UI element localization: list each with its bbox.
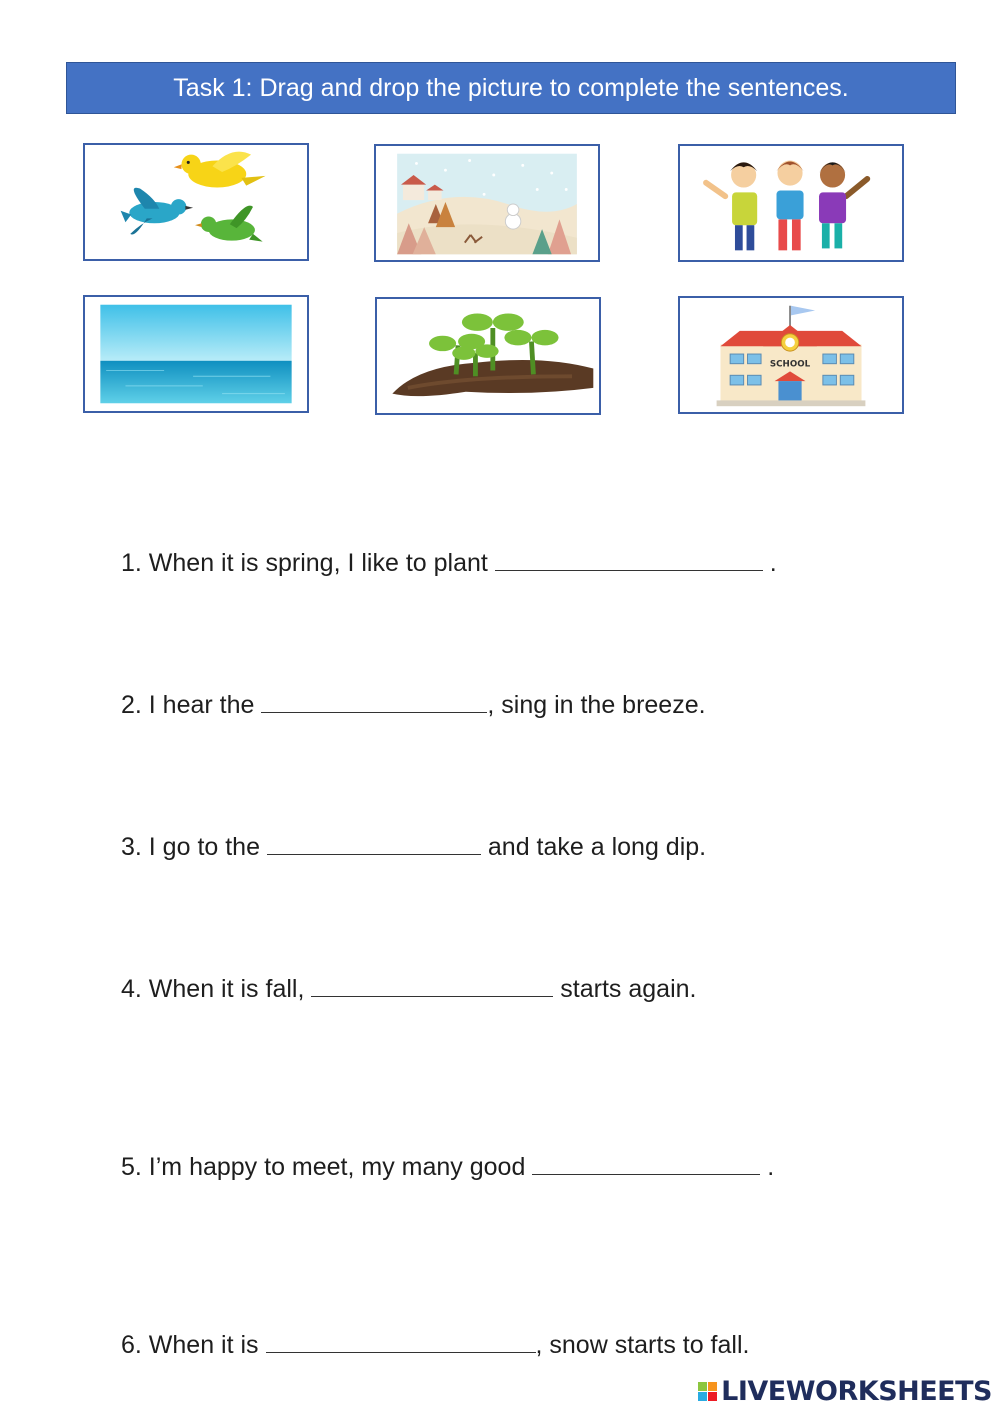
sentence-4 xyxy=(121,975,697,1004)
picture-card-winter[interactable] xyxy=(374,144,600,262)
sentence-6 xyxy=(121,1331,749,1360)
liveworksheets-logo-icon xyxy=(698,1382,717,1401)
liveworksheets-logo xyxy=(698,1376,992,1407)
sentence-2 xyxy=(121,691,706,720)
sentence-1 xyxy=(121,549,777,578)
liveworksheets-logo-text: LIVEWORKSHEETS xyxy=(721,1376,992,1407)
picture-card-school[interactable] xyxy=(678,296,904,414)
sentence-2-text-before: 2. I hear the xyxy=(121,691,262,719)
school-picture-icon xyxy=(680,298,902,412)
drop-zone-3[interactable] xyxy=(267,834,481,855)
sentence-1-text-after: . xyxy=(762,549,777,577)
drop-zone-6[interactable] xyxy=(266,1332,536,1353)
sentence-4-text-after: starts again. xyxy=(553,975,697,1003)
drop-zone-5[interactable] xyxy=(532,1154,760,1175)
task-banner xyxy=(66,62,956,114)
picture-card-seedlings[interactable] xyxy=(375,297,601,415)
drop-zone-1[interactable] xyxy=(495,550,763,571)
sentence-1-text-before: 1. When it is spring, I like to plant xyxy=(121,549,495,577)
svg-text:SCHOOL: SCHOOL xyxy=(769,359,811,370)
seedlings-picture-icon xyxy=(377,299,599,413)
sentence-4-text-before: 4. When it is fall, xyxy=(121,975,312,1003)
sentence-3-text-before: 3. I go to the xyxy=(121,833,267,861)
picture-card-friends[interactable] xyxy=(678,144,904,262)
picture-card-birds[interactable] xyxy=(83,143,309,261)
sentence-6-text-before: 6. When it is xyxy=(121,1331,266,1359)
sentence-2-text-after: , sing in the breeze. xyxy=(487,691,706,719)
task-title: Task 1: Drag and drop the picture to complete the sentences. xyxy=(173,73,849,102)
picture-card-sea[interactable] xyxy=(83,295,309,413)
sentence-3 xyxy=(121,833,706,862)
sentence-5 xyxy=(121,1153,774,1182)
drop-zone-2[interactable] xyxy=(261,692,487,713)
drop-zone-4[interactable] xyxy=(311,976,553,997)
sea-picture-icon xyxy=(85,297,307,411)
sentence-3-text-after: and take a long dip. xyxy=(480,833,707,861)
winter-snow-picture-icon xyxy=(376,146,598,260)
friends-picture-icon xyxy=(680,146,902,260)
birds-picture-icon xyxy=(85,145,307,259)
sentence-6-text-after: , snow starts to fall. xyxy=(535,1331,750,1359)
sentence-5-text-before: 5. I’m happy to meet, my many good xyxy=(121,1153,533,1181)
sentence-5-text-after: . xyxy=(760,1153,775,1181)
